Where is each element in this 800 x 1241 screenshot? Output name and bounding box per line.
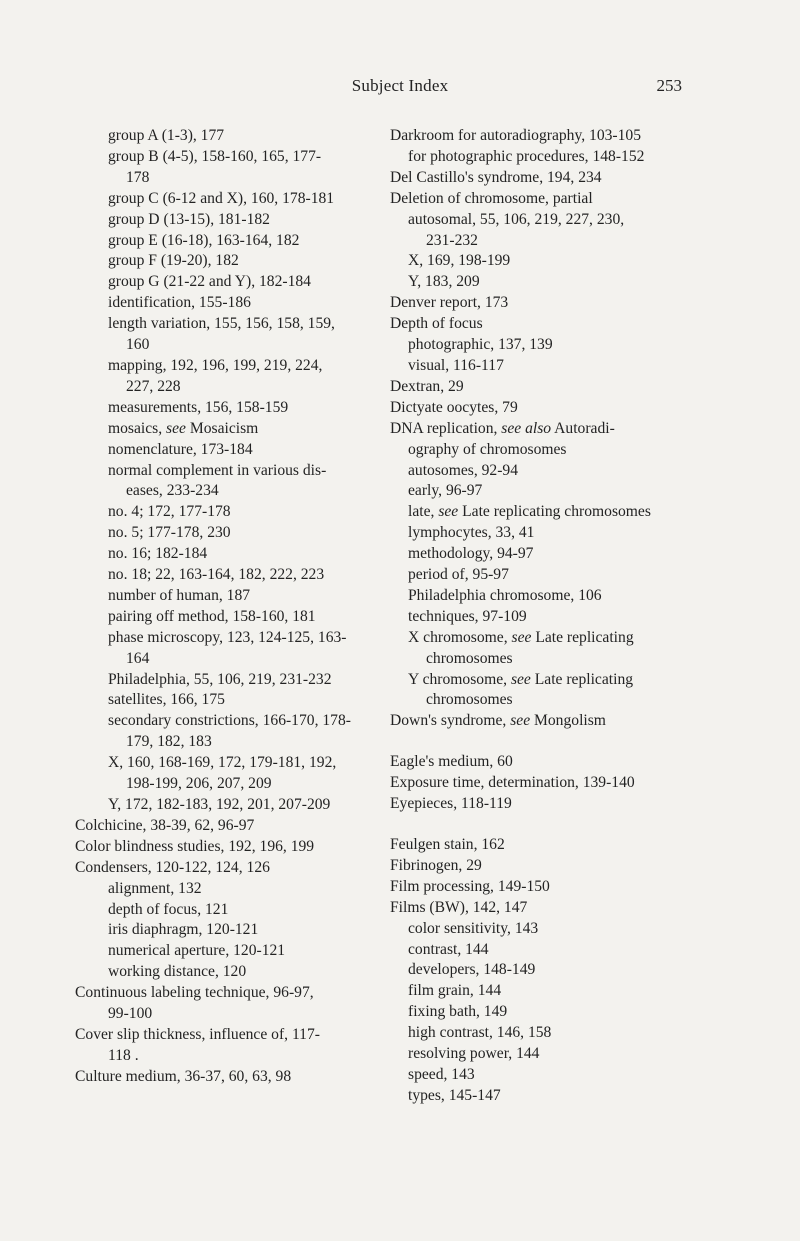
index-entry-text: X, 160, 168-169, 172, 179-181, 192, — [108, 754, 337, 772]
index-entry — [390, 628, 715, 649]
index-entry — [90, 231, 375, 252]
index-entry — [90, 962, 375, 983]
index-entry-text: Exposure time, determination, 139-140 — [390, 774, 635, 792]
index-entry-target: Mongolism — [530, 712, 606, 730]
index-entry — [75, 1067, 375, 1088]
index-entry-text: color sensitivity, 143 — [408, 919, 539, 937]
index-entry — [90, 398, 375, 419]
index-entry-text: photographic, 137, 139 — [408, 336, 553, 354]
index-entry — [390, 607, 715, 628]
index-entry-text: no. 5; 177-178, 230 — [108, 524, 231, 542]
index-entry — [390, 544, 715, 565]
index-entry-text: chromosomes — [426, 649, 513, 667]
index-entry-text: group B (4-5), 158-160, 165, 177- — [108, 147, 322, 165]
index-entry — [390, 586, 715, 607]
index-entry-text: late, — [408, 503, 439, 521]
index-entry-text: pairing off method, 158-160, 181 — [108, 607, 316, 625]
index-entry — [90, 586, 375, 607]
index-entry — [90, 941, 375, 962]
index-entry — [90, 126, 375, 147]
index-entry — [90, 628, 375, 649]
index-entry-text: Cover slip thickness, influence of, 117- — [75, 1025, 320, 1043]
index-entry-text: Continuous labeling technique, 96-97, — [75, 984, 314, 1002]
index-entry — [390, 940, 715, 961]
index-entry — [390, 231, 715, 252]
index-entry-text: number of human, 187 — [108, 586, 251, 604]
index-entry — [90, 753, 375, 774]
index-entry-text: ography of chromosomes — [408, 440, 567, 458]
index-entry-text: mapping, 192, 196, 199, 219, 224, — [108, 356, 323, 374]
index-entry-text: X chromosome, — [408, 628, 512, 646]
page-number: 253 — [656, 76, 682, 95]
index-entry-text: high contrast, 146, 158 — [408, 1024, 552, 1042]
index-entry — [90, 335, 375, 356]
index-entry-text: Color blindness studies, 192, 196, 199 — [75, 837, 315, 855]
index-entry-text: mosaics, — [108, 419, 167, 437]
index-entry-text: visual, 116-117 — [408, 356, 504, 374]
index-entry — [90, 272, 375, 293]
index-entry-text: Feulgen stain, 162 — [390, 836, 505, 853]
index-entry — [90, 795, 375, 816]
index-entry — [75, 983, 375, 1004]
index-entry — [90, 1004, 375, 1025]
index-entry — [75, 837, 375, 858]
index-entry — [390, 293, 715, 314]
index-entry-text: Culture medium, 36-37, 60, 63, 98 — [75, 1067, 292, 1085]
index-entry-text: Y, 183, 209 — [408, 273, 480, 291]
index-entry — [390, 126, 715, 147]
index-entry — [390, 794, 715, 815]
index-entry-target: Late replicating — [531, 628, 634, 646]
index-entry — [390, 711, 715, 732]
see-reference: see — [510, 712, 531, 730]
index-entry-text: Films (BW), 142, 147 — [390, 898, 528, 916]
index-entry-text: measurements, 156, 158-159 — [108, 398, 289, 416]
index-entry — [390, 189, 715, 210]
index-entry-text: Dextran, 29 — [390, 377, 464, 395]
index-entry-text: group F (19-20), 182 — [108, 252, 239, 270]
see-reference: see — [510, 670, 531, 688]
index-section-gap — [390, 732, 715, 752]
index-entry — [90, 210, 375, 231]
index-entry — [90, 607, 375, 628]
index-entry — [390, 690, 715, 711]
index-entry — [390, 168, 715, 189]
index-entry-text: phase microscopy, 123, 124-125, 163- — [108, 628, 347, 646]
index-entry-text: normal complement in various dis- — [108, 461, 327, 479]
see-reference: see also — [501, 419, 552, 437]
index-entry — [90, 523, 375, 544]
index-entry-text: eases, 233-234 — [126, 482, 219, 500]
index-entry-text: Denver report, 173 — [390, 294, 509, 312]
index-entry-text: group A (1-3), 177 — [108, 127, 225, 144]
index-entry — [90, 920, 375, 941]
index-entry — [390, 419, 715, 440]
index-entry — [90, 251, 375, 272]
index-entry-text: secondary constrictions, 166-170, 178- — [108, 712, 351, 730]
index-entry-text: techniques, 97-109 — [408, 607, 527, 625]
index-entry-target: Late replicating — [530, 670, 634, 688]
index-entry — [390, 251, 715, 272]
index-entry-text: 99-100 — [108, 1005, 153, 1023]
index-entry-text: fixing bath, 149 — [408, 1003, 508, 1021]
index-entry — [90, 774, 375, 795]
index-entry — [390, 356, 715, 377]
see-reference: see — [438, 503, 459, 521]
index-entry — [90, 293, 375, 314]
index-column-left — [75, 126, 375, 1088]
index-entry-text: group G (21-22 and Y), 182-184 — [108, 273, 311, 291]
index-entry-text: Condensers, 120-122, 124, 126 — [75, 858, 270, 876]
index-entry-text: Depth of focus — [390, 315, 483, 333]
page-header — [0, 76, 800, 100]
index-entry — [390, 461, 715, 482]
index-entry — [390, 1065, 715, 1086]
index-entry-text: Darkroom for autoradiography, 103-105 — [390, 127, 642, 144]
index-entry-text: numerical aperture, 120-121 — [108, 942, 286, 960]
index-entry — [90, 481, 375, 502]
index-entry-text: Eyepieces, 118-119 — [390, 795, 512, 813]
index-entry — [390, 1023, 715, 1044]
index-entry-text: film grain, 144 — [408, 982, 502, 1000]
index-entry-text: autosomes, 92-94 — [408, 461, 519, 479]
index-entry — [90, 711, 375, 732]
index-entry-text: types, 145-147 — [408, 1086, 501, 1104]
index-entry-text: length variation, 155, 156, 158, 159, — [108, 315, 335, 333]
index-entry — [390, 1086, 715, 1107]
index-entry-text: depth of focus, 121 — [108, 900, 229, 918]
index-entry-text: identification, 155-186 — [108, 294, 251, 312]
index-entry — [90, 168, 375, 189]
index-entry-text: 178 — [126, 168, 150, 186]
index-entry — [390, 670, 715, 691]
see-reference: see — [511, 628, 532, 646]
index-entry — [390, 210, 715, 231]
index-entry — [390, 1002, 715, 1023]
index-entry — [390, 856, 715, 877]
index-entry-text: speed, 143 — [408, 1065, 475, 1083]
index-entry-text: Deletion of chromosome, partial — [390, 189, 593, 207]
index-entry-text: early, 96-97 — [408, 482, 483, 500]
index-entry-target: Mosaicism — [185, 419, 259, 437]
index-entry-text: Eagle's medium, 60 — [390, 753, 513, 771]
index-entry — [75, 858, 375, 879]
index-entry-text: Y chromosome, — [408, 670, 511, 688]
index-entry-text: DNA replication, — [390, 419, 502, 437]
index-entry — [390, 960, 715, 981]
index-entry — [390, 398, 715, 419]
index-entry-text: Film processing, 149-150 — [390, 877, 550, 895]
index-entry-target: Autoradi- — [551, 419, 615, 437]
index-entry — [90, 147, 375, 168]
index-entry — [90, 544, 375, 565]
index-entry — [390, 649, 715, 670]
index-entry-text: Y, 172, 182-183, 192, 201, 207-209 — [108, 796, 331, 813]
index-entry-text: Fibrinogen, 29 — [390, 856, 482, 874]
index-entry — [390, 481, 715, 502]
index-entry-text: resolving power, 144 — [408, 1045, 540, 1063]
index-entry-text: iris diaphragm, 120-121 — [108, 921, 259, 939]
index-entry-text: group E (16-18), 163-164, 182 — [108, 231, 300, 249]
index-entry-text: 227, 228 — [126, 377, 181, 395]
index-entry-text: contrast, 144 — [408, 940, 489, 958]
index-entry — [390, 523, 715, 544]
index-entry-text: X, 169, 198-199 — [408, 252, 511, 270]
index-entry-text: 198-199, 206, 207, 209 — [126, 775, 272, 793]
index-entry — [75, 816, 375, 837]
index-entry-text: for photographic procedures, 148-152 — [408, 147, 645, 165]
index-entry — [390, 835, 715, 856]
index-entry-text: nomenclature, 173-184 — [108, 440, 253, 458]
index-entry — [90, 356, 375, 377]
index-entry-text: period of, 95-97 — [408, 566, 509, 584]
index-entry — [90, 690, 375, 711]
index-entry-text: 164 — [126, 649, 150, 667]
index-entry — [390, 1044, 715, 1065]
index-entry — [390, 898, 715, 919]
index-entry — [390, 147, 715, 168]
index-entry-text: no. 16; 182-184 — [108, 545, 208, 563]
index-entry-text: Del Castillo's syndrome, 194, 234 — [390, 168, 602, 186]
index-entry — [90, 377, 375, 398]
index-entry-text: 179, 182, 183 — [126, 733, 212, 751]
index-entry-text: developers, 148-149 — [408, 961, 536, 979]
index-entry — [390, 981, 715, 1002]
index-entry-target: Late replicating chromosomes — [458, 503, 651, 521]
index-section-gap — [390, 815, 715, 835]
index-entry — [90, 900, 375, 921]
index-entry-text: no. 4; 172, 177-178 — [108, 503, 231, 521]
index-entry-text: 160 — [126, 336, 150, 354]
index-entry — [390, 565, 715, 586]
page-title: Subject Index — [351, 76, 449, 95]
index-entry-text: Philadelphia, 55, 106, 219, 231-232 — [108, 670, 332, 688]
index-entry-text: 231-232 — [426, 231, 478, 249]
index-entry — [90, 1046, 375, 1067]
index-entry — [390, 377, 715, 398]
index-entry — [90, 440, 375, 461]
index-entry — [90, 461, 375, 482]
index-entry-text: group C (6-12 and X), 160, 178-181 — [108, 189, 335, 207]
index-entry-text: 118 . — [108, 1046, 139, 1064]
index-entry-text: Dictyate oocytes, 79 — [390, 398, 518, 416]
index-entry — [90, 879, 375, 900]
index-entry-text: Philadelphia chromosome, 106 — [408, 586, 602, 604]
index-entry — [90, 732, 375, 753]
index-entry — [390, 773, 715, 794]
index-column-right — [390, 126, 715, 1107]
see-reference: see — [166, 419, 186, 437]
index-entry-text: chromosomes — [426, 691, 513, 709]
index-entry — [90, 189, 375, 210]
index-entry — [90, 670, 375, 691]
index-entry-text: autosomal, 55, 106, 219, 227, 230, — [408, 210, 625, 228]
index-entry-text: lymphocytes, 33, 41 — [408, 524, 535, 542]
index-entry — [390, 272, 715, 293]
index-entry — [90, 419, 375, 440]
index-entry — [390, 335, 715, 356]
index-entry-text: satellites, 166, 175 — [108, 691, 225, 709]
index-entry-text: working distance, 120 — [108, 963, 247, 981]
index-entry — [90, 649, 375, 670]
index-entry-text: no. 18; 22, 163-164, 182, 222, 223 — [108, 566, 325, 584]
index-entry — [90, 314, 375, 335]
index-entry — [390, 314, 715, 335]
index-entry-text: group D (13-15), 181-182 — [108, 210, 270, 228]
index-entry-text: Down's syndrome, — [390, 712, 511, 730]
index-entry — [75, 1025, 375, 1046]
index-entry — [90, 565, 375, 586]
index-entry — [390, 440, 715, 461]
index-entry-text: methodology, 94-97 — [408, 545, 534, 563]
index-entry — [390, 752, 715, 773]
index-entry — [390, 877, 715, 898]
index-entry — [390, 919, 715, 940]
index-entry — [90, 502, 375, 523]
index-entry-text: Colchicine, 38-39, 62, 96-97 — [75, 816, 255, 834]
index-entry-text: alignment, 132 — [108, 879, 202, 897]
index-entry — [390, 502, 715, 523]
